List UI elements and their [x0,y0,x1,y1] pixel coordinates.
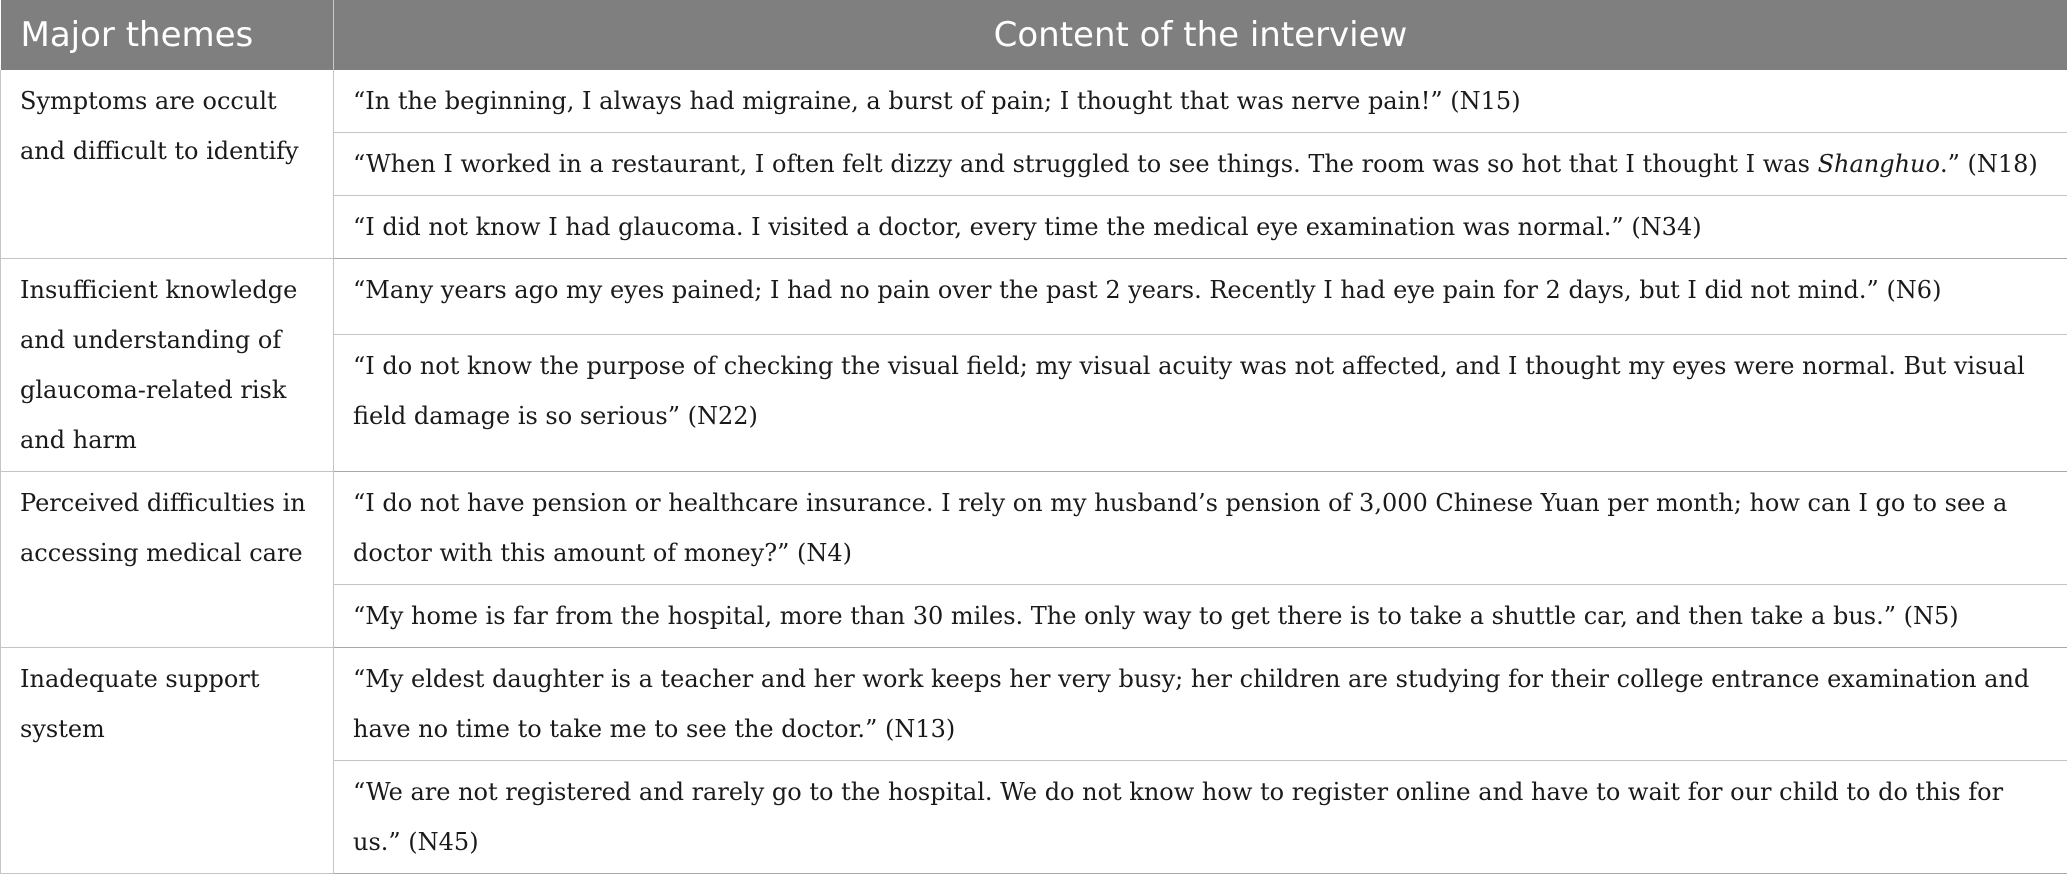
quote-text: “When I worked in a restaurant, I often felt dizzy and struggled to see things. The room was so hot that I thought I was [353,150,1818,178]
header-row [1,0,2067,70]
theme-cell: Insufficient knowledge and understanding of glaucoma-related risk and harm [1,259,334,472]
quote-cell: “Many years ago my eyes pained; I had no pain over the past 2 years. Recently I had eye pain for 2 days, but I did not mind.” (N6) [334,259,2067,335]
table-row [1,472,2067,585]
quote-cell: “My home is far from the hospital, more than 30 miles. The only way to get there is to take a shuttle car, and then take a bus.” (N5) [334,585,2067,648]
theme-cell: Inadequate support system [1,648,334,874]
table-row [1,648,2067,761]
quote-citation: .” (N18) [1940,150,2038,178]
quote-cell: “I do not know the purpose of checking the visual field; my visual acuity was not affected, and I thought my eyes were normal. But visual field damage is so serious” (N22) [334,335,2067,472]
quote-italic-term: Shanghuo [1818,150,1940,178]
table-row [1,70,2067,133]
quote-cell: “I do not have pension or healthcare insurance. I rely on my husband’s pension of 3,000 Chinese Yuan per month; how can I go to see a doctor with this amount of money?” (N4) [334,472,2067,585]
quote-cell: “My eldest daughter is a teacher and her work keeps her very busy; her children are studying for their college entrance examination and have no time to take me to see the doctor.” (N13) [334,648,2067,761]
header-interview-content: Content of the interview [334,0,2067,70]
table-row [1,259,2067,335]
quote-cell: “In the beginning, I always had migraine, a burst of pain; I thought that was nerve pain!” (N15) [334,70,2067,133]
quote-cell: “I did not know I had glaucoma. I visited a doctor, every time the medical eye examination was normal.” (N34) [334,196,2067,259]
quote-cell: “We are not registered and rarely go to the hospital. We do not know how to register online and have to wait for our child to do this for us.” (N45) [334,761,2067,874]
quote-cell [334,133,2067,196]
theme-cell: Perceived difficulties in accessing medical care [1,472,334,648]
theme-cell: Symptoms are occult and difficult to identify [1,70,334,259]
header-major-themes: Major themes [1,0,334,70]
